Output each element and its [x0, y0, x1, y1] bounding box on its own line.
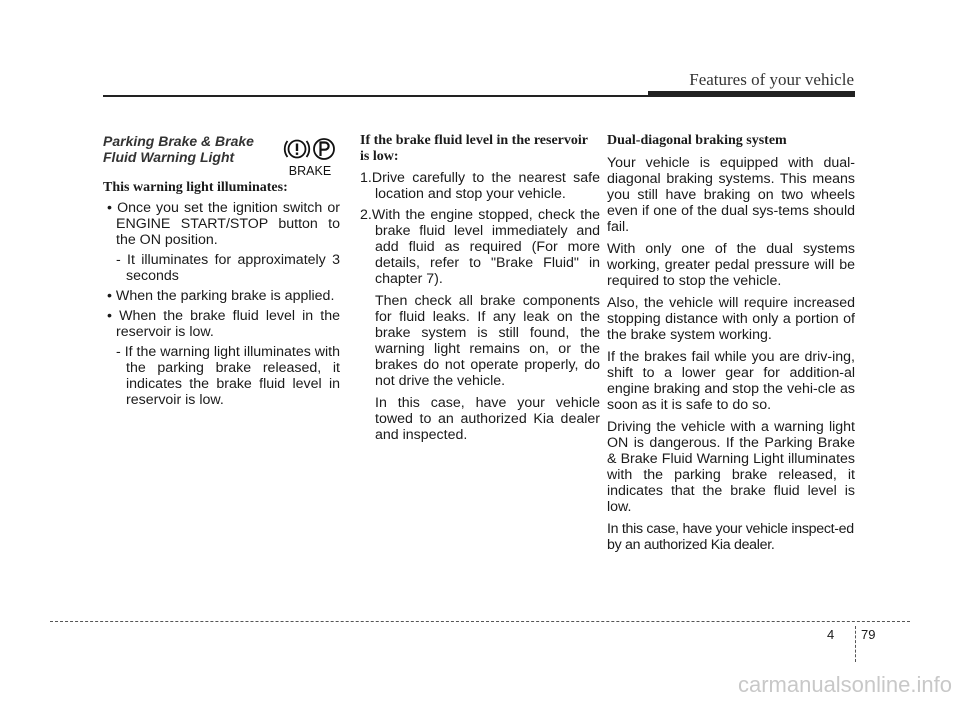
paragraph: Your vehicle is equipped with dual-diagonal braking systems. This means you still have braking on two wheels even if one of the dual sys-tems should fail. — [607, 155, 855, 235]
section-title: Parking Brake & Brake Fluid Warning Light — [103, 133, 254, 165]
bullet-item: • When the parking brake is applied. — [107, 288, 335, 304]
paragraph: If the brakes fail while you are driv-ing, shift to a lower gear for addition-al engine braking and stop the vehi-cle as soon as it is safe to do so. — [607, 349, 855, 413]
step-paragraph: Then check all brake components for fluid leaks. If any leak on the brake system is still found, the warning light remains on, or the brakes do not operate properly, do not drive the vehicle. — [375, 293, 600, 389]
page-number-divider — [855, 626, 856, 662]
paragraph: In this case, have your vehicle inspect-ed by an authorized Kia dealer. — [607, 521, 854, 553]
numbered-step: 1.Drive carefully to the nearest safe location and stop your vehicle. — [360, 170, 600, 202]
bullet-item: • Once you set the ignition switch or ENGINE START/STOP button to the ON position. — [107, 200, 340, 248]
watermark: carmanualsonline.info — [737, 672, 952, 697]
dash-item: - If the warning light illuminates with the parking brake released, it indicates the brake fluid level in reservoir is low. — [116, 344, 341, 408]
brake-icon-label: BRAKE — [288, 164, 332, 178]
page-number: 79 — [861, 627, 876, 642]
paragraph: Also, the vehicle will require increased stopping distance with only a portion of the brake system working. — [607, 295, 855, 343]
step-paragraph: In this case, have your vehicle towed to an authorized Kia dealer and inspected. — [375, 395, 600, 443]
dash-item: - It illuminates for approximately 3 seconds — [116, 252, 340, 284]
column-left — [103, 133, 340, 408]
bullet-item: • When the brake fluid level in the reservoir is low. — [107, 308, 340, 340]
paragraph: Driving the vehicle with a warning light ON is dangerous. If the Parking Brake & Brake Fluid Warning Light illuminates with the parking brake released, it indicates that the brake fluid level is low. — [607, 419, 855, 515]
footer-rule — [50, 621, 910, 622]
header-rule-accent — [648, 91, 855, 97]
section-number: 4 — [827, 627, 835, 642]
subheading: If the brake fluid level in the reservoir is low: — [360, 133, 588, 164]
subheading: This warning light illuminates: — [103, 180, 288, 195]
numbered-step: 2.With the engine stopped, check the brake fluid level immediately and add fluid as required (For more details, refer to "Brake Fluid" in chapter 7). — [360, 207, 600, 287]
subheading: Dual-diagonal braking system — [607, 133, 787, 148]
column-middle — [360, 133, 600, 443]
header-rule — [103, 95, 648, 97]
chapter-title: Features of your vehicle — [689, 70, 854, 89]
paragraph: With only one of the dual systems working, greater pedal pressure will be required to stop the vehicle. — [607, 241, 855, 289]
column-right — [607, 133, 855, 553]
